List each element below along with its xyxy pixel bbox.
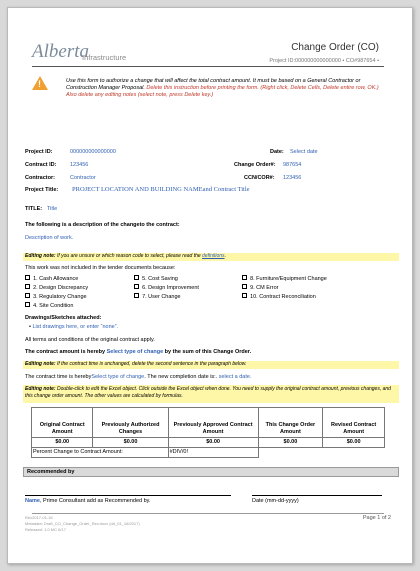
editing-note-lead: Editing note: [25,361,56,367]
reason-checkbox-2[interactable] [25,284,88,292]
table-header-row [32,408,385,438]
title-field[interactable]: Title [47,206,58,212]
checkbox-icon [134,275,139,280]
footer-extra: Released: 1.0 MC 6/17 [25,527,66,532]
page-number: Page 1 of 2 [362,515,391,521]
table-cell[interactable]: $0.00 [258,438,323,448]
footer-divider [32,513,384,514]
reason-label: 5. Cost Saving [142,276,178,282]
date-line [252,495,382,496]
contractor-label: Contractor: [25,175,55,181]
checkbox-icon [242,284,247,289]
checkbox-icon [242,275,247,280]
reason-label: 8. Furniture/Equipment Change [250,276,327,282]
instructions [66,78,386,99]
header-id-line: Project ID:000000000000000 • CO#987654 • [269,58,379,64]
project-id-label: Project ID: [25,149,53,155]
reason-label: 6. Design Improvement [142,285,199,291]
title-label: TITLE: [25,206,43,212]
contract-id-field[interactable]: 123456 [70,162,89,168]
drawings-heading: Drawings/Sketches attached: [25,315,102,321]
table-header-cell: Previously Approved Contract Amount [168,408,258,438]
recommender-role: , Prime Consultant add as Recommended by. [39,498,151,504]
reason-checkbox-8[interactable] [242,275,327,283]
logo-subtitle: Infrastructure [82,53,127,62]
reason-label: 9. CM Error [250,285,279,291]
table-header-cell: Previously Authorized Changes [93,408,168,438]
footer-file: Metadata: Draft_CO_Change_Order_Rev.docx (dd_01_16/2017) [25,521,140,526]
date-picker[interactable]: Select date [290,149,318,155]
recommended-date-label: Date (mm-dd-yyyy) [252,498,299,504]
table-cell[interactable]: $0.00 [32,438,93,448]
amount-change-type-select[interactable]: Select type of change [106,349,164,355]
contract-amount-table[interactable] [31,407,385,458]
table-cell[interactable]: $0.00 [323,438,385,448]
empty-cell [258,448,323,458]
reason-checkbox-3[interactable] [25,293,87,301]
time-change-type-select[interactable]: Select type of change [91,374,145,380]
reason-label: 7. User Change [142,294,181,300]
checkbox-icon [134,284,139,289]
percent-change-label: Percent Change to Contract Amount: [32,448,169,458]
change-order-label: Change Order#: [234,162,276,168]
change-order-field[interactable]: 987654 [283,162,302,168]
delete-instruction-text: Delete this instruction before printing the form. (Right click, Delete Cells, Delete entire row, OK.) Also delete any editing notes (select note, press Delete key.) [66,85,379,98]
reason-label: 4. Site Condition [33,303,74,309]
percent-change-value: #DIV/0! [168,448,258,458]
checkbox-icon [242,293,247,298]
contract-id-label: Contract ID: [25,162,57,168]
editing-note-text: If the contract time is unchanged, delete the second sentence in the paragraph below. [55,361,247,367]
document-page [7,7,413,564]
contractor-field[interactable]: Contractor [70,175,96,181]
editing-note-tail: . [224,253,226,259]
recommended-by-bar: Recommended by [23,467,399,477]
checkbox-icon [134,293,139,298]
reason-checkbox-5[interactable] [134,275,178,283]
header-divider [32,66,384,67]
editing-note-time [23,361,399,369]
table-row-percent [32,448,385,458]
empty-cell [323,448,385,458]
reason-checkbox-4[interactable] [25,302,73,310]
description-heading: The following is a description of the changeto the contract: [25,222,180,228]
reason-label: 3. Regulatory Change [33,294,87,300]
reason-checkbox-7[interactable] [134,293,181,301]
editing-note-excel [23,385,399,403]
editing-note-text: Double-click to edit the Excel object. Click outside the Excel object when done. You need to supply the original contract amount, previous changes, and this change order amount. The other values are calculated by formulas. [25,386,391,399]
amount-line [25,349,251,356]
table-cell[interactable]: $0.00 [168,438,258,448]
table-header-cell: This Change Order Amount [258,408,323,438]
ccn-field[interactable]: 123456 [283,175,302,181]
editing-note-lead: Editing note: [25,386,56,392]
reason-checkbox-10[interactable] [242,293,316,301]
checkbox-icon [25,284,30,289]
terms-text: All terms and conditions of the original contract apply. [25,337,155,343]
date-label: Date: [270,149,284,155]
drawings-list [29,324,118,331]
time-line-pre: The contract time is hereby [25,374,92,380]
bullet-icon: • [29,324,31,330]
definitions-link[interactable]: definitions [202,253,225,259]
table-header-cell: Revised Contract Amount [323,408,385,438]
table-row [32,438,385,448]
time-line-mid: . The new completion date is:. [144,374,219,380]
table-header-cell: Original Contract Amount [32,408,93,438]
instruction-text: Use this form to authorize a change that will affect the total contract amount. It must be based on a General Contractor or Construction Manager Proposal. [66,78,361,91]
time-line [25,374,251,381]
reason-label: 10. Contract Reconciliation [250,294,316,300]
project-title-field[interactable]: PROJECT LOCATION AND BUILDING NAMEand Contract Title [72,186,250,193]
description-field[interactable]: Description of work. [25,235,74,241]
warning-icon: ! [32,76,48,90]
project-id-field[interactable]: 000000000000000 [70,149,116,155]
drawings-field[interactable]: List drawings here, or enter “none”. [32,324,119,330]
page-title: Change Order (CO) [291,42,379,53]
table-cell[interactable]: $0.00 [93,438,168,448]
checkbox-icon [25,302,30,307]
recommender [25,498,151,505]
completion-date-picker[interactable]: select a date. [218,374,252,380]
checkbox-icon [25,275,30,280]
editing-note-lead: Editing note: [25,253,56,259]
reason-label: 1. Cash Allowance [33,276,79,282]
project-title-label: Project Title: [25,187,59,193]
recommender-name-field[interactable]: Name [25,498,40,504]
amount-line-post: by the sum of this Change Order. [163,349,252,355]
reason-checkbox-6[interactable] [134,284,199,292]
amount-line-pre: The contract amount is hereby [25,349,107,355]
not-included-text: This work was not included in the tender documents because: [25,265,176,271]
reason-checkbox-1[interactable] [25,275,78,283]
signature-line [25,495,231,496]
ccn-label: CCN/COR#: [244,175,275,181]
alberta-logo: Alberta [32,41,89,62]
editing-note-text: If you are unsure or which reason code to select, please read the [55,253,203,259]
reason-checkbox-9[interactable] [242,284,278,292]
reason-label: 2. Design Discrepancy [33,285,89,291]
editing-note-definitions [23,253,399,261]
footer-revision: Rev2017-01-16 [25,515,53,520]
checkbox-icon [25,293,30,298]
